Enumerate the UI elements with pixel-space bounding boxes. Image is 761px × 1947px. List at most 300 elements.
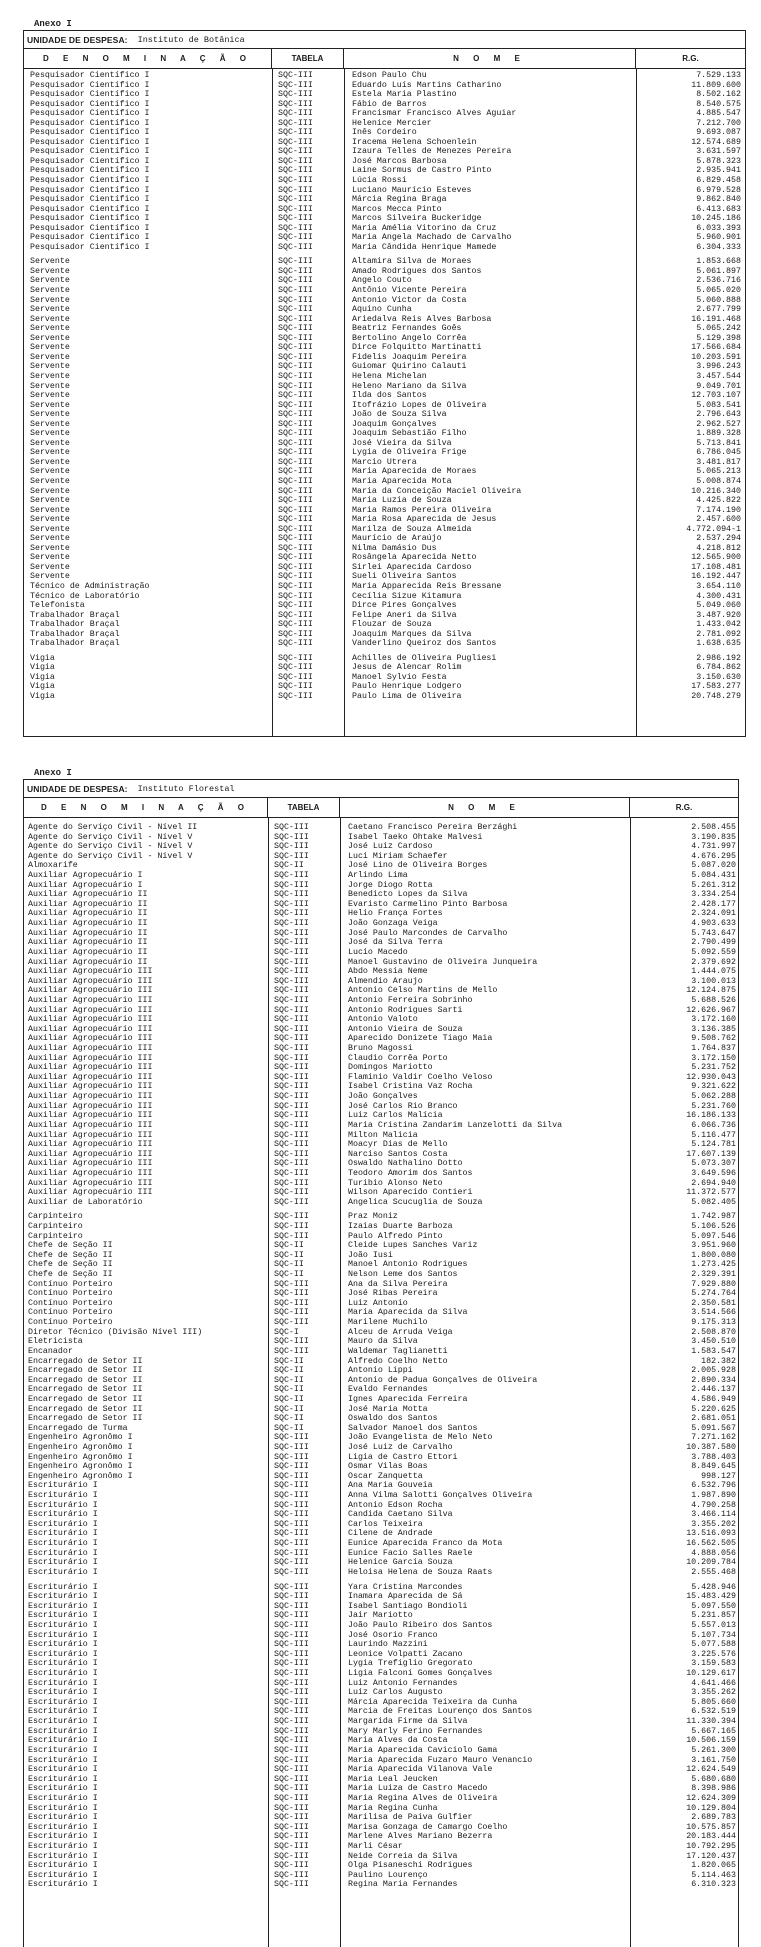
cell-denominacao: Auxiliar Agropecuário II — [28, 909, 148, 919]
cell-tabela: SQC-II — [274, 1394, 304, 1404]
unit-name: Instituto de Botânica — [137, 34, 245, 45]
cell-tabela: SQC-III — [274, 938, 309, 948]
cell-denominacao: Eletricista — [28, 1337, 83, 1347]
cell-nome: Candida Caetano Silva — [348, 1510, 453, 1520]
table-row — [24, 286, 745, 296]
cell-tabela: SQC-III — [278, 524, 313, 534]
cell-nome: Marisa Gonzaga de Camargo Coelho — [348, 1822, 508, 1832]
cell-rg: 1.433.042 — [696, 620, 741, 630]
cell-tabela: SQC-III — [274, 1659, 309, 1669]
cell-tabela: SQC-III — [278, 343, 313, 353]
cell-rg: 1.742.987 — [691, 1212, 736, 1222]
cell-tabela: SQC-III — [274, 1870, 309, 1880]
cell-rg: 5.261.300 — [691, 1745, 736, 1755]
cell-denominacao: Escriturário I — [28, 1861, 98, 1871]
cell-rg: 1.583.547 — [691, 1346, 736, 1356]
table-row — [24, 601, 745, 611]
cell-tabela: SQC-III — [278, 601, 313, 611]
cell-nome: Maria Ramos Pereira Oliveira — [352, 505, 492, 515]
table-row — [24, 852, 738, 862]
table-row — [24, 1150, 738, 1160]
cell-denominacao: Servente — [30, 562, 70, 572]
cell-tabela: SQC-III — [278, 543, 313, 553]
cell-nome: Ana Maria Gouveia — [348, 1481, 433, 1491]
cell-nome: Maria Aparecida Caviciolo Gama — [348, 1745, 498, 1755]
table-row — [24, 1405, 738, 1415]
cell-nome: Dirce Pires Gonçalves — [352, 601, 457, 611]
cell-nome: Evaldo Fernandes — [348, 1385, 428, 1395]
cell-rg: 4.218.812 — [696, 543, 741, 553]
table-row — [24, 1602, 738, 1612]
cell-denominacao: Auxiliar Agropecuário II — [28, 928, 148, 938]
table-row — [24, 205, 745, 215]
cell-rg: 5.065.213 — [696, 467, 741, 477]
cell-rg: 3.996.243 — [696, 362, 741, 372]
table-row — [24, 890, 738, 900]
cell-denominacao: Servente — [30, 534, 70, 544]
cell-nome: Paulo Lima de Oliveira — [352, 692, 462, 701]
cell-denominacao: Pesquisador Científico I — [30, 204, 150, 214]
cell-denominacao: Engenheiro Agronômo I — [28, 1433, 133, 1443]
cell-rg: 17.583.277 — [691, 682, 741, 692]
cell-denominacao: Pesquisador Científico I — [30, 223, 150, 233]
cell-tabela: SQC-III — [274, 1433, 309, 1443]
cell-rg: 6.786.045 — [696, 448, 741, 458]
cell-rg: 9.862.840 — [696, 195, 741, 205]
table-row — [24, 1241, 738, 1251]
table-body — [24, 69, 745, 736]
cell-nome: Márcia Aparecida Teixeira da Cunha — [348, 1697, 518, 1707]
cell-denominacao: Escriturário I — [28, 1582, 98, 1592]
cell-tabela: SQC-III — [274, 851, 309, 861]
unit-label: UNIDADE DE DESPESA: — [27, 34, 128, 45]
cell-nome: Beatriz Fernandes Goês — [352, 324, 462, 334]
col-header-nome: N O M E — [340, 798, 630, 817]
cell-nome: Felipe Aneri da Silva — [352, 610, 457, 620]
column-headers — [24, 798, 738, 818]
table-row — [24, 639, 745, 649]
cell-rg: 5.083.541 — [696, 400, 741, 410]
cell-denominacao: Escriturário I — [28, 1803, 98, 1813]
cell-denominacao: Auxiliar Agropecuário III — [28, 1149, 153, 1159]
cell-rg: 11.809.600 — [691, 80, 741, 90]
cell-nome: Waldemar Taglianetti — [348, 1346, 448, 1356]
cell-tabela: SQC-III — [278, 352, 313, 362]
cell-denominacao: Servente — [30, 515, 70, 525]
cell-rg: 9.321.622 — [691, 1082, 736, 1092]
cell-tabela: SQC-III — [274, 1539, 309, 1549]
cell-denominacao: Servente — [30, 467, 70, 477]
cell-rg: 3.190.835 — [691, 832, 736, 842]
cell-denominacao: Chefe de Seção II — [28, 1250, 113, 1260]
table-row — [24, 1006, 738, 1016]
table-row — [24, 654, 745, 664]
table-row — [24, 1813, 738, 1823]
cell-nome: Osmar Vilas Boas — [348, 1462, 428, 1472]
cell-nome: Oswaldo dos Santos — [348, 1414, 438, 1424]
cell-tabela: SQC-III — [274, 1168, 309, 1178]
cell-tabela: SQC-III — [278, 410, 313, 420]
cell-denominacao: Auxiliar Agropecuário III — [28, 986, 153, 996]
cell-tabela: SQC-III — [278, 496, 313, 506]
column-headers — [24, 49, 745, 69]
table-row — [24, 1424, 738, 1434]
table-row — [24, 243, 745, 253]
cell-tabela: SQC-III — [274, 1803, 309, 1813]
table-row — [24, 195, 745, 205]
cell-tabela: SQC-III — [278, 314, 313, 324]
cell-rg: 3.631.597 — [696, 147, 741, 157]
cell-nome: Maria Regina Alves de Oliveira — [348, 1793, 498, 1803]
cell-nome: José Paulo Marcondes de Carvalho — [348, 928, 508, 938]
cell-nome: Maria Cristina Zandarim Lanzelotti da Silva — [348, 1120, 563, 1130]
cell-tabela: SQC-III — [274, 1491, 309, 1501]
table-row — [24, 1092, 738, 1102]
cell-denominacao: Escriturário I — [28, 1832, 98, 1842]
cell-tabela: SQC-III — [278, 147, 313, 157]
cell-tabela: SQC-III — [278, 476, 313, 486]
table-row — [24, 1746, 738, 1756]
table-row — [24, 1212, 738, 1222]
cell-tabela: SQC-III — [274, 1308, 309, 1318]
table-row — [24, 871, 738, 881]
cell-rg: 5.073.307 — [691, 1159, 736, 1169]
cell-tabela: SQC-III — [274, 1784, 309, 1794]
cell-nome: Marilisa de Paiva Gulfier — [348, 1813, 473, 1823]
cell-rg: 6.979.528 — [696, 185, 741, 195]
table-row — [24, 1832, 738, 1842]
table-row — [24, 996, 738, 1006]
cell-nome: Antonio Valoto — [348, 1015, 418, 1025]
table-row — [24, 138, 745, 148]
cell-nome: Maria Alves da Costa — [348, 1736, 448, 1746]
cell-tabela: SQC-II — [274, 1375, 304, 1385]
table-row — [24, 1631, 738, 1641]
table-row — [24, 572, 745, 582]
personnel-table — [23, 30, 746, 737]
cell-rg: 10.203.591 — [691, 352, 741, 362]
cell-denominacao: Encarregado de Setor II — [28, 1414, 143, 1424]
cell-tabela: SQC-III — [274, 957, 309, 967]
table-row — [24, 620, 745, 630]
table-row — [24, 315, 745, 325]
cell-nome: Izaura Telles de Menezes Pereira — [352, 147, 512, 157]
cell-denominacao: Engenheiro Agronômo I — [28, 1462, 133, 1472]
table-row — [24, 324, 745, 334]
cell-tabela: SQC-III — [278, 562, 313, 572]
cell-rg: 5.097.546 — [691, 1231, 736, 1241]
cell-denominacao: Escriturário I — [28, 1755, 98, 1765]
cell-nome: Luci Miriam Schaefer — [348, 851, 448, 861]
table-row — [24, 1688, 738, 1698]
cell-denominacao: Servente — [30, 543, 70, 553]
cell-denominacao: Servente — [30, 343, 70, 353]
cell-rg: 9.175.313 — [691, 1318, 736, 1328]
cell-tabela: SQC-III — [278, 233, 313, 243]
table-row — [24, 128, 745, 138]
cell-tabela: SQC-III — [274, 1755, 309, 1765]
table-row — [24, 909, 738, 919]
cell-rg: 11.330.394 — [686, 1717, 736, 1727]
cell-nome: Joaquim Gonçalves — [352, 419, 437, 429]
cell-tabela: SQC-III — [278, 257, 313, 267]
cell-rg: 5.428.946 — [691, 1582, 736, 1592]
cell-rg: 20.183.444 — [686, 1832, 736, 1842]
table-row — [24, 410, 745, 420]
cell-rg: 3.334.254 — [691, 890, 736, 900]
table-row — [24, 1443, 738, 1453]
table-row — [24, 176, 745, 186]
cell-tabela: SQC-III — [274, 1558, 309, 1568]
cell-rg: 3.788.403 — [691, 1452, 736, 1462]
cell-rg: 2.005.928 — [691, 1366, 736, 1376]
cell-denominacao: Encarregado de Setor II — [28, 1385, 143, 1395]
cell-tabela: SQC-III — [274, 1053, 309, 1063]
col-header-tabela: TABELA — [272, 49, 344, 68]
table-row — [24, 1520, 738, 1530]
cell-rg: 3.150.630 — [696, 672, 741, 682]
cell-denominacao: Auxiliar Agropecuário II — [28, 919, 148, 929]
cell-tabela: SQC-III — [274, 1678, 309, 1688]
cell-tabela: SQC-III — [274, 1159, 309, 1169]
cell-denominacao: Auxiliar Agropecuário III — [28, 995, 153, 1005]
cell-rg: 15.483.429 — [686, 1592, 736, 1602]
table-row — [24, 362, 745, 372]
cell-denominacao: Vigia — [30, 653, 55, 663]
cell-rg: 2.555.468 — [691, 1567, 736, 1577]
cell-denominacao: Vigia — [30, 663, 55, 673]
cell-rg: 12.626.967 — [686, 1005, 736, 1015]
cell-tabela: SQC-III — [278, 214, 313, 224]
cell-nome: Ilda dos Santos — [352, 391, 427, 401]
cell-rg: 10.129.804 — [686, 1803, 736, 1813]
cell-tabela: SQC-III — [274, 1120, 309, 1130]
cell-tabela: SQC-III — [274, 1197, 309, 1207]
table-row — [24, 1659, 738, 1669]
cell-rg: 4.586.949 — [691, 1394, 736, 1404]
table-row — [24, 1111, 738, 1121]
cell-nome: José Ribas Pereira — [348, 1289, 438, 1299]
cell-nome: Itofrázio Lopes de Oliveira — [352, 400, 487, 410]
cell-tabela: SQC-III — [278, 438, 313, 448]
cell-denominacao: Escriturário I — [28, 1784, 98, 1794]
cell-denominacao: Escriturário I — [28, 1592, 98, 1602]
table-row — [24, 682, 745, 692]
cell-tabela: SQC-III — [274, 947, 309, 957]
cell-denominacao: Servente — [30, 457, 70, 467]
cell-rg: 3.159.583 — [691, 1659, 736, 1669]
cell-tabela: SQC-III — [278, 90, 313, 100]
cell-rg: 1.820.065 — [691, 1861, 736, 1871]
cell-denominacao: Contínuo Porteiro — [28, 1308, 113, 1318]
cell-denominacao: Auxiliar Agropecuário II — [28, 947, 148, 957]
cell-rg: 7.212.700 — [696, 118, 741, 128]
table-row — [24, 938, 738, 948]
cell-nome: Dirce Folquitto Martinatti — [352, 343, 482, 353]
cell-tabela: SQC-III — [274, 1471, 309, 1481]
cell-rg: 10.387.580 — [686, 1443, 736, 1452]
cell-denominacao: Trabalhador Braçal — [30, 629, 120, 639]
cell-nome: Antonio Lippi — [348, 1366, 413, 1376]
cell-nome: Cilene de Andrade — [348, 1529, 433, 1539]
table-row — [24, 439, 745, 449]
cell-denominacao: Pesquisador Científico I — [30, 156, 150, 166]
cell-tabela: SQC-III — [278, 486, 313, 496]
table-row — [24, 544, 745, 554]
cell-nome: Isabel Santiago Bondioli — [348, 1601, 468, 1611]
cell-nome: Alceu de Arruda Veiga — [348, 1327, 453, 1337]
cell-denominacao: Escriturário I — [28, 1601, 98, 1611]
cell-nome: José Carlos Rio Branco — [348, 1101, 458, 1111]
cell-rg: 8.540.575 — [696, 99, 741, 109]
table-row — [24, 1289, 738, 1299]
cell-rg: 7.271.162 — [691, 1433, 736, 1443]
cell-tabela: SQC-II — [274, 1423, 304, 1433]
cell-tabela: SQC-III — [278, 166, 313, 176]
cell-rg: 13.516.093 — [686, 1529, 736, 1539]
cell-rg: 2.689.783 — [691, 1813, 736, 1823]
cell-rg: 4.425.822 — [696, 496, 741, 506]
cell-rg: 5.220.625 — [691, 1404, 736, 1414]
cell-tabela: SQC-III — [278, 128, 313, 138]
cell-rg: 12.574.689 — [691, 137, 741, 147]
cell-rg: 1.273.425 — [691, 1260, 736, 1270]
table-row — [24, 119, 745, 129]
table-row — [24, 343, 745, 353]
cell-nome: Helenice Garcia Souza — [348, 1558, 453, 1568]
cell-nome: Antonio Ferreira Sobrinho — [348, 995, 473, 1005]
cell-nome: Marcia de Freitas Lourenço dos Santos — [348, 1707, 533, 1717]
cell-denominacao: Carpinteiro — [28, 1212, 83, 1222]
cell-tabela: SQC-III — [274, 1279, 309, 1289]
table-row — [24, 429, 745, 439]
table-row — [24, 1270, 738, 1280]
cell-nome: Antonio Rodrigues Sarti — [348, 1005, 463, 1015]
cell-denominacao: Servente — [30, 266, 70, 276]
cell-denominacao: Auxiliar Agropecuário III — [28, 1168, 153, 1178]
cell-rg: 5.557.013 — [691, 1620, 736, 1630]
cell-nome: Luiz Antonio Fernandes — [348, 1678, 458, 1688]
cell-rg: 3.649.596 — [691, 1168, 736, 1178]
table-row — [24, 1736, 738, 1746]
table-row — [24, 592, 745, 602]
cell-rg: 16.191.468 — [691, 314, 741, 324]
cell-tabela: SQC-III — [274, 1669, 309, 1679]
cell-denominacao: Contínuo Porteiro — [28, 1279, 113, 1289]
cell-tabela: SQC-III — [274, 1697, 309, 1707]
table-row — [24, 100, 745, 110]
cell-tabela: SQC-III — [278, 276, 313, 286]
cell-nome: Luciano Maurício Esteves — [352, 185, 472, 195]
cell-nome: Claudio Corrêa Porto — [348, 1053, 448, 1063]
table-row — [24, 382, 745, 392]
cell-rg: 17.566.684 — [691, 343, 741, 353]
cell-tabela: SQC-III — [274, 1481, 309, 1491]
cell-nome: Luiz Carlos Malícia — [348, 1111, 443, 1121]
cell-rg: 3.457.544 — [696, 371, 741, 381]
cell-rg: 10.216.340 — [691, 486, 741, 496]
cell-nome: Oscar Zanquetta — [348, 1471, 423, 1481]
unit-header — [24, 780, 738, 798]
cell-tabela: SQC-II — [274, 1414, 304, 1424]
cell-tabela: SQC-III — [274, 1024, 309, 1034]
cell-rg: 5.667.165 — [691, 1726, 736, 1736]
table-row — [24, 1159, 738, 1169]
cell-denominacao: Servente — [30, 419, 70, 429]
table-row — [24, 1169, 738, 1179]
cell-rg: 1.638.635 — [696, 639, 741, 649]
table-rows — [24, 71, 745, 702]
cell-denominacao: Auxiliar Agropecuário II — [28, 890, 148, 900]
cell-denominacao: Vigia — [30, 682, 55, 692]
table-row — [24, 1376, 738, 1386]
table-row — [24, 1347, 738, 1357]
cell-nome: Isabel Taeko Ohtake Malvesi — [348, 832, 483, 842]
cell-rg: 17.607.139 — [686, 1149, 736, 1159]
cell-rg: 3.136.385 — [691, 1024, 736, 1034]
cell-denominacao: Pesquisador Científico I — [30, 233, 150, 243]
cell-denominacao: Escriturário I — [28, 1481, 98, 1491]
cell-nome: Ignes Aparecida Ferreira — [348, 1394, 468, 1404]
cell-rg: 10.209.784 — [686, 1558, 736, 1568]
cell-tabela: SQC-III — [274, 986, 309, 996]
table-row — [24, 833, 738, 843]
cell-tabela: SQC-III — [274, 1149, 309, 1159]
cell-nome: Eunice Facio Salles Raele — [348, 1548, 473, 1558]
cell-rg: 2.457.600 — [696, 515, 741, 525]
cell-tabela: SQC-III — [274, 1630, 309, 1640]
cell-tabela: SQC-III — [278, 362, 313, 372]
cell-denominacao: Escriturário I — [28, 1697, 98, 1707]
cell-tabela: SQC-III — [274, 1717, 309, 1727]
cell-tabela: SQC-III — [274, 1500, 309, 1510]
cell-nome: Leonice Volpatti Zacano — [348, 1649, 463, 1659]
table-row — [24, 233, 745, 243]
cell-rg: 2.935.941 — [696, 166, 741, 176]
cell-denominacao: Trabalhador Braçal — [30, 639, 120, 649]
cell-nome: Almendio Araujo — [348, 976, 423, 986]
cell-denominacao: Chefe de Seção II — [28, 1241, 113, 1251]
cell-tabela: SQC-III — [274, 1034, 309, 1044]
table-row — [24, 1852, 738, 1862]
cell-denominacao: Auxiliar Agropecuário III — [28, 1092, 153, 1102]
table-row — [24, 458, 745, 468]
cell-denominacao: Carpinteiro — [28, 1221, 83, 1231]
cell-tabela: SQC-III — [278, 295, 313, 305]
cell-rg: 6.033.393 — [696, 223, 741, 233]
cell-tabela: SQC-III — [278, 639, 313, 649]
table-row — [24, 353, 745, 363]
cell-tabela: SQC-III — [274, 995, 309, 1005]
cell-tabela: SQC-III — [278, 553, 313, 563]
cell-denominacao: Auxiliar Agropecuário III — [28, 1082, 153, 1092]
cell-rg: 3.100.013 — [691, 976, 736, 986]
cell-denominacao: Escriturário I — [28, 1669, 98, 1679]
cell-denominacao: Encarregado de Setor II — [28, 1375, 143, 1385]
cell-nome: Maria Aparecida da Silva — [348, 1308, 468, 1318]
cell-tabela: SQC-I — [274, 1327, 299, 1337]
cell-tabela: SQC-III — [274, 1221, 309, 1231]
cell-tabela: SQC-III — [274, 1611, 309, 1621]
cell-tabela: SQC-III — [274, 1822, 309, 1832]
cell-denominacao: Servente — [30, 476, 70, 486]
cell-denominacao: Pesquisador Científico I — [30, 137, 150, 147]
cell-nome: João Gonçalves — [348, 1092, 418, 1102]
cell-denominacao: Chefe de Seção II — [28, 1260, 113, 1270]
cell-nome: José Osorio Franco — [348, 1630, 438, 1640]
cell-rg: 8.502.162 — [696, 90, 741, 100]
cell-rg: 10.792.295 — [686, 1841, 736, 1851]
